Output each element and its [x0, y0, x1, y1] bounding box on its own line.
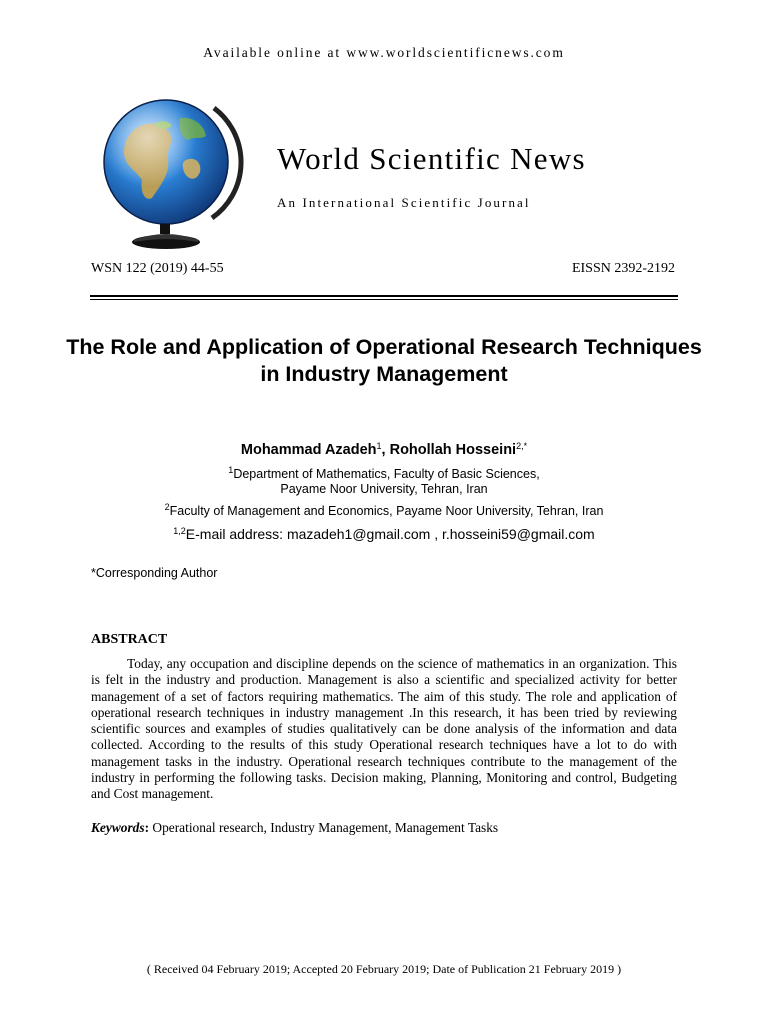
author-name: Mohammad Azadeh — [240, 442, 377, 458]
affiliation-2 — [0, 504, 768, 519]
keywords-label: Keywords — [91, 820, 145, 835]
paper-title: The Role and Application of Operational Research Techniques in Industry Management — [66, 335, 702, 386]
affiliation-1 — [0, 467, 768, 497]
abstract-body: Today, any occupation and discipline depends on the science of mathematics in an organization. This is felt in the industry and production. Management is also a scientific and specialized activity for better management of a set of factors requiring mathematics. The aim of this study. The role and application of operational research techniques in industry management .In this research, it has been tried by reviewing scientific sources and examples of studies qualitatively can be done analysis of the information and data collected. According to the results of this study Operational research techniques have a lot to do with management tasks in the industry. Operational research techniques contribute to the management of the industry in performing the following tasks. Decision making, Planning, Monitoring and control, Budgeting and Cost management. — [91, 656, 677, 802]
email-superscript: 1,2 — [173, 526, 186, 536]
header-rule-thick — [90, 295, 678, 297]
author-separator: , — [381, 442, 390, 458]
email-line — [0, 526, 768, 542]
journal-name: World Scientific News — [277, 141, 586, 176]
author-superscript: 1 — [376, 441, 382, 451]
affiliation-superscript: 2 — [164, 502, 170, 512]
affiliation-line: Faculty of Management and Economics, Payame Noor University, Tehran, Iran — [169, 504, 604, 518]
affiliation-superscript: 1 — [228, 465, 234, 475]
keywords-line — [91, 820, 498, 836]
author-name: Rohollah Hosseini — [389, 442, 517, 458]
keywords-colon: : — [144, 820, 150, 835]
globe-icon — [94, 90, 244, 250]
affiliation-line: Payame Noor University, Tehran, Iran — [280, 482, 488, 496]
eissn: EISSN 2392-2192 — [571, 261, 675, 276]
header-rule-thin — [90, 299, 678, 300]
abstract-heading: ABSTRACT — [91, 632, 168, 647]
publication-dates: ( Received 04 February 2019; Accepted 20 February 2019; Date of Publication 21 February 2019 ) — [146, 962, 622, 976]
email-text: E-mail address: mazadeh1@gmail.com , r.hosseini59@gmail.com — [185, 526, 595, 542]
journal-subtitle: An International Scientific Journal — [277, 195, 531, 210]
keywords-text: Operational research, Industry Management, Management Tasks — [149, 820, 499, 835]
author-superscript: 2,* — [516, 441, 528, 451]
affiliation-line: Department of Mathematics, Faculty of Basic Sciences, — [233, 467, 540, 481]
corresponding-author-note: *Corresponding Author — [91, 566, 218, 580]
author-line — [0, 442, 768, 458]
volume-info: WSN 122 (2019) 44-55 — [91, 261, 224, 276]
available-online-line: Available online at www.worldscientificnews.com — [203, 45, 565, 60]
